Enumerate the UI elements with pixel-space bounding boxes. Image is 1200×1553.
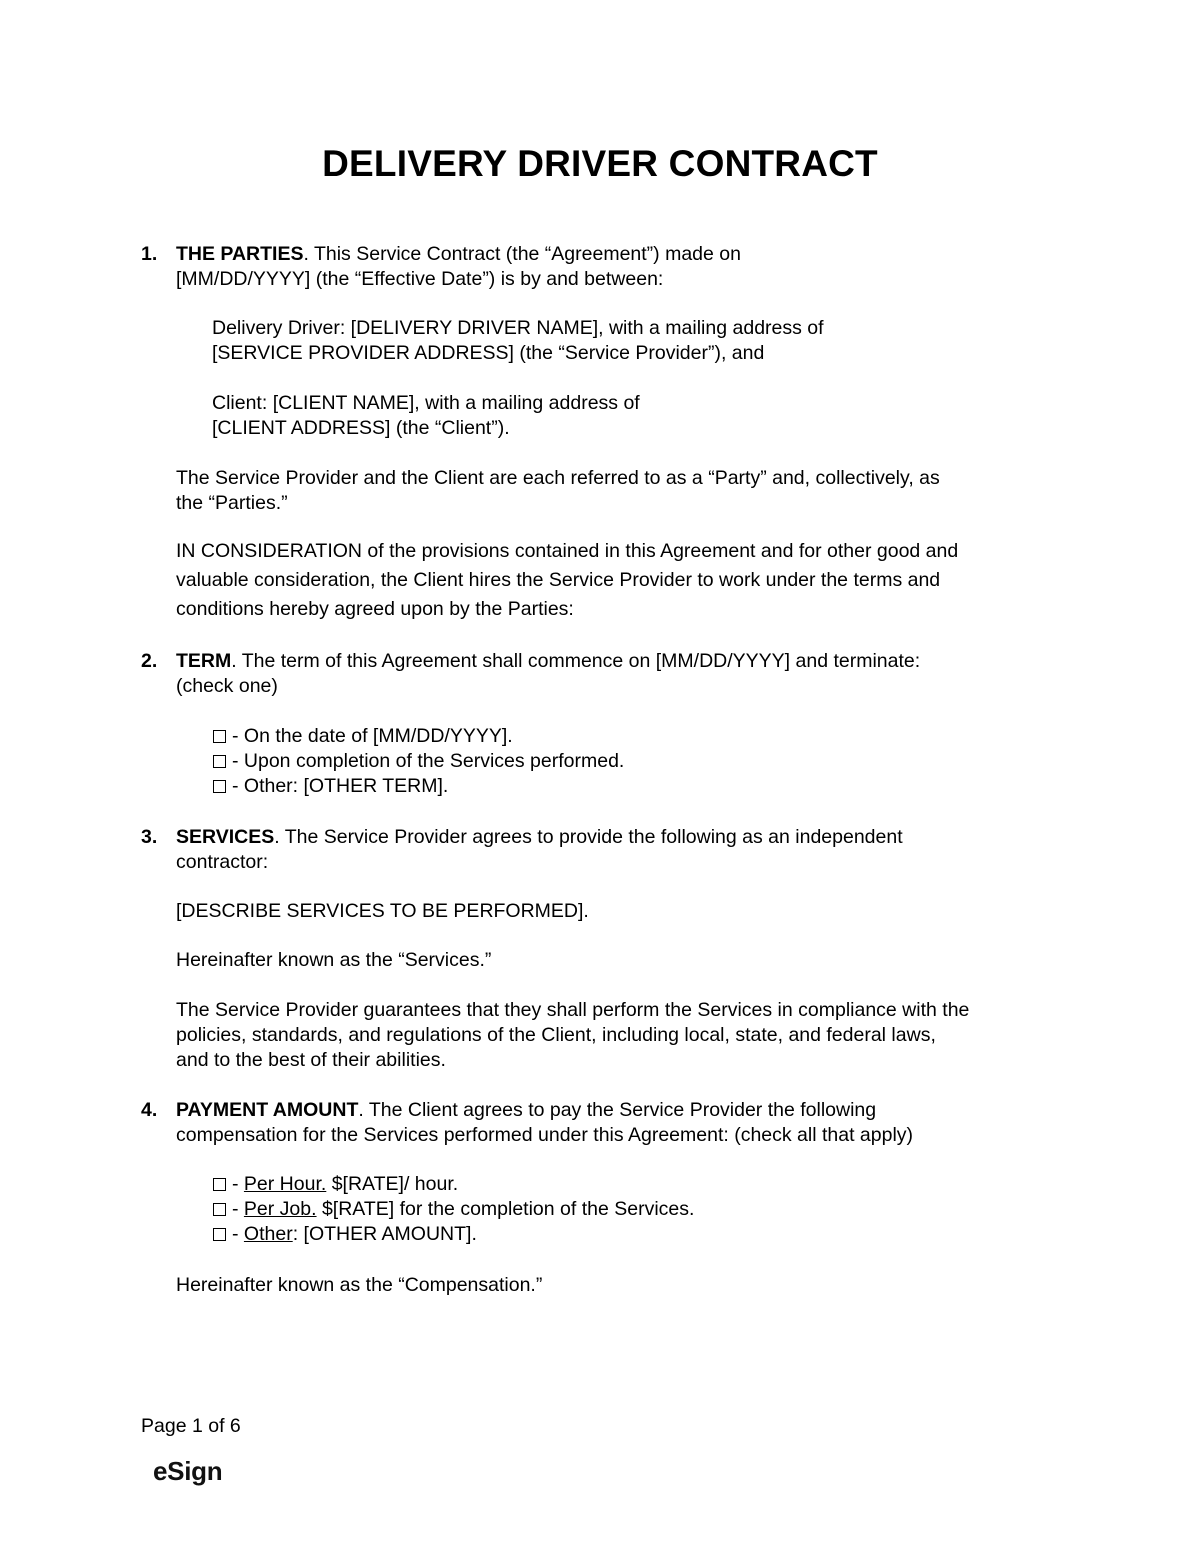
consideration-line-2: valuable consideration, the Client hires the Service Provider to work under the terms and bbox=[176, 569, 941, 591]
term-option-1-label: - On the date of [MM/DD/YYYY]. bbox=[232, 725, 513, 747]
payment-option-1-text: $[RATE]/ hour. bbox=[326, 1173, 459, 1195]
guarantee-line-2: policies, standards, and regulations of the Client, including local, state, and federal laws, bbox=[176, 1024, 936, 1046]
esign-logo: eSign bbox=[153, 1456, 223, 1486]
client-line-2: [CLIENT ADDRESS] (the “Client”). bbox=[212, 417, 510, 439]
term-option-3[interactable] bbox=[213, 774, 448, 799]
section-2-line-2: (check one) bbox=[176, 675, 278, 697]
payment-option-2-text: $[RATE] for the completion of the Services. bbox=[316, 1198, 695, 1220]
guarantee-line-1: The Service Provider guarantees that they shall perform the Services in compliance with the bbox=[176, 999, 970, 1021]
document-title: DELIVERY DRIVER CONTRACT bbox=[322, 143, 878, 184]
page-number: Page 1 of 6 bbox=[141, 1415, 241, 1437]
section-2-number: 2. bbox=[141, 650, 158, 672]
payment-option-dash: - bbox=[232, 1198, 244, 1220]
checkbox-icon[interactable] bbox=[213, 1228, 226, 1241]
term-option-2-label: - Upon completion of the Services performed. bbox=[232, 750, 625, 772]
section-3-line-1 bbox=[176, 825, 903, 850]
term-option-1[interactable] bbox=[213, 724, 513, 749]
compensation-known-as: Hereinafter known as the “Compensation.” bbox=[176, 1274, 543, 1296]
driver-line-1: Delivery Driver: [DELIVERY DRIVER NAME], with a mailing address of bbox=[212, 317, 824, 339]
checkbox-icon[interactable] bbox=[213, 1203, 226, 1216]
payment-option-dash: - bbox=[232, 1223, 244, 1245]
section-4-heading: PAYMENT AMOUNT bbox=[176, 1099, 359, 1121]
driver-line-2: [SERVICE PROVIDER ADDRESS] (the “Service Provider”), and bbox=[212, 342, 765, 364]
section-3-line-2: contractor: bbox=[176, 851, 269, 873]
consideration-line-3: conditions hereby agreed upon by the Parties: bbox=[176, 598, 574, 620]
checkbox-icon[interactable] bbox=[213, 780, 226, 793]
checkbox-icon[interactable] bbox=[213, 730, 226, 743]
section-2-text: . The term of this Agreement shall commence on [MM/DD/YYYY] and terminate: bbox=[231, 650, 921, 672]
term-option-2[interactable] bbox=[213, 749, 624, 774]
checkbox-icon[interactable] bbox=[213, 755, 226, 768]
payment-option-3[interactable] bbox=[213, 1222, 477, 1247]
section-1-heading: THE PARTIES bbox=[176, 243, 304, 265]
section-4-text: . The Client agrees to pay the Service Provider the following bbox=[358, 1099, 877, 1121]
section-2-heading: TERM bbox=[176, 650, 232, 672]
section-3-text: . The Service Provider agrees to provide the following as an independent bbox=[274, 826, 903, 848]
section-1-line-2: [MM/DD/YYYY] (the “Effective Date”) is by and between: bbox=[176, 268, 664, 290]
payment-option-3-label: Other bbox=[243, 1223, 293, 1245]
section-4-line-2: compensation for the Services performed under this Agreement: (check all that apply) bbox=[176, 1124, 914, 1146]
section-4-line-1 bbox=[176, 1098, 876, 1123]
section-3-heading: SERVICES bbox=[176, 826, 275, 848]
client-line-1: Client: [CLIENT NAME], with a mailing address of bbox=[212, 392, 640, 414]
section-1-number: 1. bbox=[141, 243, 158, 265]
payment-option-2[interactable] bbox=[213, 1197, 694, 1222]
guarantee-line-3: and to the best of their abilities. bbox=[176, 1049, 446, 1071]
section-1-text: . This Service Contract (the “Agreement”) made on bbox=[303, 243, 741, 265]
payment-option-3-text: : [OTHER AMOUNT]. bbox=[292, 1223, 477, 1245]
parties-line-1: The Service Provider and the Client are each referred to as a “Party” and, collectively, as bbox=[176, 467, 940, 489]
payment-option-1-label: Per Hour. bbox=[243, 1173, 327, 1195]
payment-option-dash: - bbox=[232, 1173, 244, 1195]
section-3-number: 3. bbox=[141, 826, 158, 848]
services-description: [DESCRIBE SERVICES TO BE PERFORMED]. bbox=[176, 900, 589, 922]
term-option-3-label: - Other: [OTHER TERM]. bbox=[232, 775, 449, 797]
payment-option-1[interactable] bbox=[213, 1172, 458, 1197]
payment-option-2-label: Per Job. bbox=[243, 1198, 317, 1220]
parties-line-2: the “Parties.” bbox=[176, 492, 288, 514]
services-known-as: Hereinafter known as the “Services.” bbox=[176, 949, 492, 971]
section-1-line-1 bbox=[176, 242, 741, 267]
consideration-line-1: IN CONSIDERATION of the provisions contained in this Agreement and for other good and bbox=[176, 540, 959, 562]
checkbox-icon[interactable] bbox=[213, 1178, 226, 1191]
section-2-line-1 bbox=[176, 649, 920, 674]
section-4-number: 4. bbox=[141, 1099, 158, 1121]
